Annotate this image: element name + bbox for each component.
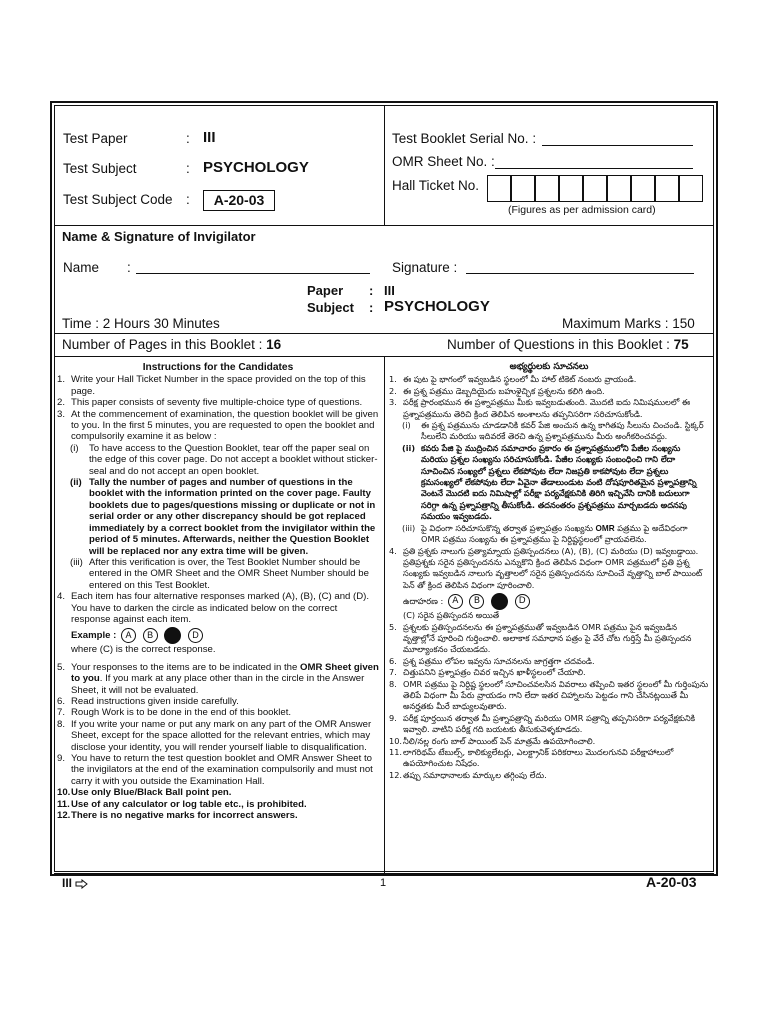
option-c-filled-circle <box>491 593 508 610</box>
instruction-item: 1. ఈ పుట పై భాగంలో ఇవ్వబడిన స్థలంలో మీ హాల్ టికెట్ నంబరు వ్రాయండి. <box>389 374 637 385</box>
omr-field[interactable] <box>495 168 693 169</box>
option-d-circle: D <box>515 594 530 609</box>
rule <box>54 333 714 334</box>
instruction-item: 11. లాగరిథమ్ టేబుల్స్, కాలిక్యులేటర్లు, ఎలక్ట్రానిక్ పరికరాలు మొదలగునవి పరీక్షాహాలులో ఉపయోగించుట నిషేధం. <box>389 747 674 769</box>
header-bottom-rule <box>54 225 714 226</box>
option-d-circle: D <box>188 628 203 643</box>
instruction-item: 8. OMR పత్రము పై నిర్దిష్ట స్థలంలో సూచించవలసిన వివరాలు తప్పించి ఇతర స్థలంలో మీ గుర్తింపును తెలిపే విధంగా మీ పేరు వ్రాయడం గాని లేదా ఇతర చిహ్నాలను పెట్టడం గాని చేసినట్లయితే మీ అనర్హతకు మీరే బాధ్యులవుతారు. <box>389 678 709 712</box>
instruction-subitem: (ii) Tally the number of pages and number of questions in the booklet with the information printed on the cover page. Faulty booklets due to pages/questions missing or duplicate or not in serial order or any other discrepancy should be got replaced immediately by a correct booklet from the invigilator within the period of 5 minutes. Afterwards, neither the Question Booklet will be replaced nor any extra time will be given. <box>70 477 376 557</box>
option-b-circle: B <box>469 594 484 609</box>
colon: : <box>369 283 374 298</box>
instruction-item: 5. ప్రశ్నలకు ప్రతిస్పందనలను ఈ ప్రశ్నాపత్రముతో ఇవ్వబడిన OMR పత్రము పైన ఇవ్వబడిన వృత్తాల్లోనే పూరించి గుర్తించాలి. అలాకాక సమాధాన పత్రం పై వేరే చోట గుర్తిస్తే మీ ప్రతిస్పందన మూల్యాంకనం చేయబడదు. <box>389 621 692 655</box>
example-note: where (C) is the correct response. <box>71 644 216 656</box>
colon: : <box>127 260 131 275</box>
hall-ticket-digit-box[interactable] <box>679 175 703 202</box>
instructions-title-telugu: అభ్యర్థులకు సూచనలు <box>509 362 589 372</box>
instruction-item: 3. పరీక్ష ప్రారంభమున ఈ ప్రశ్నాపత్రము మీకు ఇవ్వబడుతుంది. మొదటి ఐదు నిమిషములలో ఈ ప్రశ్నాపత్రమును తెరిచి క్రింద తెలిపిన అంశాలను తప్పనిసరిగా సరిచూసుకోండి. <box>389 397 691 419</box>
instruction-item: 1. Write your Hall Ticket Number in the space provided on the top of this page. <box>57 374 366 397</box>
arrow-icon <box>75 879 88 889</box>
invigilator-name-field[interactable] <box>136 273 370 274</box>
questions-value: 75 <box>673 337 689 352</box>
hall-ticket-digit-box[interactable] <box>583 175 607 202</box>
instruction-item: 10. నీలి/నల్ల రంగు బాల్ పాయింట్ పెన్ మాత్రమే ఉపయోగించాలి. <box>389 735 596 746</box>
colon: : <box>369 300 374 315</box>
instructions-english <box>57 362 379 821</box>
test-subject-value: PSYCHOLOGY <box>203 159 309 176</box>
footer-right-code: A-20-03 <box>646 874 697 890</box>
option-c-filled-circle <box>164 627 181 644</box>
footer-left-code <box>62 876 88 890</box>
example-label-telugu: ఉదాహరణ : <box>403 596 444 607</box>
instruction-item: 6. Read instructions given inside carefully. <box>57 695 239 707</box>
header-divider <box>384 105 385 225</box>
example-row <box>71 627 379 644</box>
instruction-subitem: (i) To have access to the Question Booklet, tear off the paper seal on the edge of this cover page. Do not accept a booklet without sticker-seal and do not accept an open booklet. <box>70 442 378 477</box>
pages-label: Number of Pages in this Booklet : <box>62 337 267 352</box>
instruction-subitem: (iii) పై విధంగా సరిచూసుకొన్న తర్వాత ప్రశ్నాపత్రం సంఖ్యను OMR పత్రము పై అదేవిధంగా OMR పత్రము సంఖ్యను ఈ ప్రశ్నాపత్రము పై నిర్దిష్టస్థలంలో వ్రాయవలెను. <box>402 522 688 545</box>
example-row-telugu <box>403 593 709 610</box>
hall-ticket-digit-box[interactable] <box>559 175 583 202</box>
serial-label: Test Booklet Serial No. : <box>392 131 537 146</box>
subject-label: Subject <box>307 300 354 315</box>
hall-ticket-digit-box[interactable] <box>631 175 655 202</box>
instruction-item: 12. There is no negative marks for incorrect answers. <box>57 810 298 822</box>
instruction-subitem: (ii) కవరు పేజి పై ముద్రించిన సమాచారం ప్రకారం ఈ ప్రశ్నాపత్రములోని పేజీల సంఖ్యను మరియు ప్రశ్నల సంఖ్యను సరిచూసుకోండి. పేజీల సంఖ్యకు సంబంధించి గాని లేదా సూచించిన సంఖ్యలో ప్రశ్నలు లేకపోవుట లేదా నిజప్రతి కాకపోవుట లేదా ప్రశ్నలు క్రమసంఖ్యలో లేకపోవుట లేదా ఏవైనా తేడాలుండుట వంటి దోషపూరితమైన ప్రశ్నాపత్రాన్ని వెంటనే మొదటి ఐదు నిమిషాల్లో పరీక్షా పర్యవేక్షకునికి తిరిగి ఇచ్చివేసి దానికి బదులుగా సరిగ్గా ఉన్న ప్రశ్నాపత్రాన్ని తీసుకోండి. తదనంతరం ప్రశ్నపత్రము మార్చబడదు అదనపు సమయం ఇవ్వబడదు. <box>402 442 697 522</box>
pages-value: 16 <box>266 337 282 352</box>
hall-ticket-digit-box[interactable] <box>655 175 679 202</box>
instruction-item: 4. Each item has four alternative responses marked (A), (B), (C) and (D). You have to darken the circle as indicated below on the correct response against each item. Example : A B D where (C) is the correct response. <box>57 591 379 656</box>
time-info: Time : 2 Hours 30 Minutes <box>62 316 220 331</box>
omr-label: OMR Sheet No. : <box>392 154 495 169</box>
instruction-item: 8. If you write your name or put any mark on any part of the OMR Answer Sheet, except for the space allotted for the relevant entries, which may disclose your identity, you will render yourself liable to disqualification. <box>57 718 372 753</box>
subject-value: PSYCHOLOGY <box>384 298 490 315</box>
option-a-circle: A <box>121 628 136 643</box>
questions-count <box>447 337 689 352</box>
name-label: Name <box>63 260 100 275</box>
hall-ticket-digit-box[interactable] <box>487 175 511 202</box>
test-paper-label: Test Paper <box>63 131 128 146</box>
instruction-item: 7. Rough Work is to be done in the end of this booklet. <box>57 707 292 719</box>
instruction-item: 5. Your responses to the items are to be indicated in the OMR Sheet given to you. If you mark at any place other than in the circle in the Answer Sheet, it will not be evaluated. <box>57 661 379 696</box>
instruction-subitem: (iii) After this verification is over, the Test Booklet Number should be entered in the OMR Sheet and the OMR Sheet Number should be entered on this Test Booklet. <box>70 556 369 591</box>
signature-label: Signature : <box>392 260 458 275</box>
colon: : <box>186 161 190 176</box>
colon: : <box>186 131 190 146</box>
invigilator-signature-field[interactable] <box>466 273 694 274</box>
instruction-item: 9. పరీక్ష పూర్తయిన తర్వాత మీ ప్రశ్నాపత్రాన్ని మరియు OMR పత్రాన్ని తప్పనిసరిగా పర్యవేక్షకునికి ఇవ్వాలి. వాటిని పరీక్ష గది బయటకు తీసుకువెళ్ళకూడదు. <box>389 712 695 735</box>
questions-label: Number of Questions in this Booklet : <box>447 337 674 352</box>
invigilator-heading: Name & Signature of Invigilator <box>62 229 256 244</box>
footer-rule <box>54 873 714 874</box>
hall-ticket-digit-box[interactable] <box>511 175 535 202</box>
test-subject-code-label: Test Subject Code <box>63 192 173 207</box>
hall-ticket-digit-box[interactable] <box>607 175 631 202</box>
instruction-item: 10. Use only Blue/Black Ball point pen. <box>57 787 232 799</box>
instruction-item: 2. ఈ ప్రశ్న పత్రము డెబ్బదియైదు బహుళైచ్ఛిక ప్రశ్నలను కలిగి ఉంది. <box>389 385 605 396</box>
test-subject-label: Test Subject <box>63 161 137 176</box>
instruction-item: 9. You have to return the test question booklet and OMR Answer Sheet to the invigilators at the end of the examination compulsorily and must not carry it with you outside the Examination Hall. <box>57 753 373 787</box>
serial-field[interactable] <box>542 145 693 146</box>
paper-value: III <box>384 283 395 298</box>
option-a-circle: A <box>448 594 463 609</box>
instructions-title: Instructions for the Candidates <box>142 362 294 373</box>
example-note-telugu: (C) సరైన ప్రతిస్పందన అయితే <box>403 610 500 621</box>
test-paper-value: III <box>203 129 216 146</box>
pages-count <box>62 337 281 352</box>
instruction-subitem: (i) ఈ ప్రశ్న పత్రమును చూడడానికి కవర్ పేజి అంచున ఉన్న కాగితపు సీలును చించండి. స్టిక్కర్ సీలులేని మరియు ఇదివరకే తెరచి ఉన్న ప్రశ్నాపత్రమును మీరు అంగీకరించవద్దు. <box>402 420 704 442</box>
instruction-item: 6. ప్రశ్న పత్రము లోపల ఇవ్వను సూచనలను జాగ్రత్తగా చదవండి. <box>389 655 595 666</box>
test-subject-code-box: A-20-03 <box>203 190 275 211</box>
instruction-item: 12. తప్పు సమాధానాలకు మార్కుల తగ్గింపు లేదు. <box>389 769 547 780</box>
instruction-item: 11. Use of any calculator or log table etc., is prohibited. <box>57 798 307 810</box>
hall-ticket-label: Hall Ticket No. <box>392 178 480 193</box>
instructions-telugu <box>389 362 709 781</box>
instruction-item: 3. At the commencement of examination, the question booklet will be given to you. In the first 5 minutes, you are requested to open the booklet and compulsorily examine it as below : <box>57 408 379 443</box>
page-number: 1 <box>380 877 387 889</box>
hall-ticket-digit-box[interactable] <box>535 175 559 202</box>
instruction-item: 2. This paper consists of seventy five multiple-choice type of questions. <box>57 397 363 409</box>
example-label: Example : <box>71 630 117 642</box>
option-b-circle: B <box>143 628 158 643</box>
paper-label: Paper <box>307 283 344 298</box>
instruction-item: 4. ప్రతి ప్రశ్నకు నాలుగు ప్రత్యామ్నాయ ప్రతిస్పందనలు (A), (B), (C) మరియు (D) ఇవ్వబడ్డాయి. ప్రతిప్రశ్నకు సరైన ప్రతిస్పందనను ఎన్నుకొని క్రింద తెలిపిన విధంగా OMR పత్రములో ప్రతి ప్రశ్న సంఖ్యకు ఇవ్వబడిన నాలుగు వృత్తాలలో సరైన ప్రతిస్పందనను సూచించే వృత్తాన్ని బాల్ పాయింట్ పెన్ తో క్రింద తెలిపిన విధంగా పూరించాలి. ఉదాహరణ : A B D (C) సరైన ప్రతిస్పందన అయితే <box>389 546 709 622</box>
column-divider <box>384 356 385 874</box>
max-marks: Maximum Marks : 150 <box>562 316 695 331</box>
colon: : <box>186 192 190 207</box>
instruction-item: 7. చిత్తుపనిని ప్రశ్నాపత్రం చివర ఇచ్చిన ఖాళీస్థలంలో చేయాలి. <box>389 667 586 678</box>
hall-ticket-note: (Figures as per admission card) <box>508 204 656 216</box>
footer-paper-code: III <box>62 876 73 890</box>
